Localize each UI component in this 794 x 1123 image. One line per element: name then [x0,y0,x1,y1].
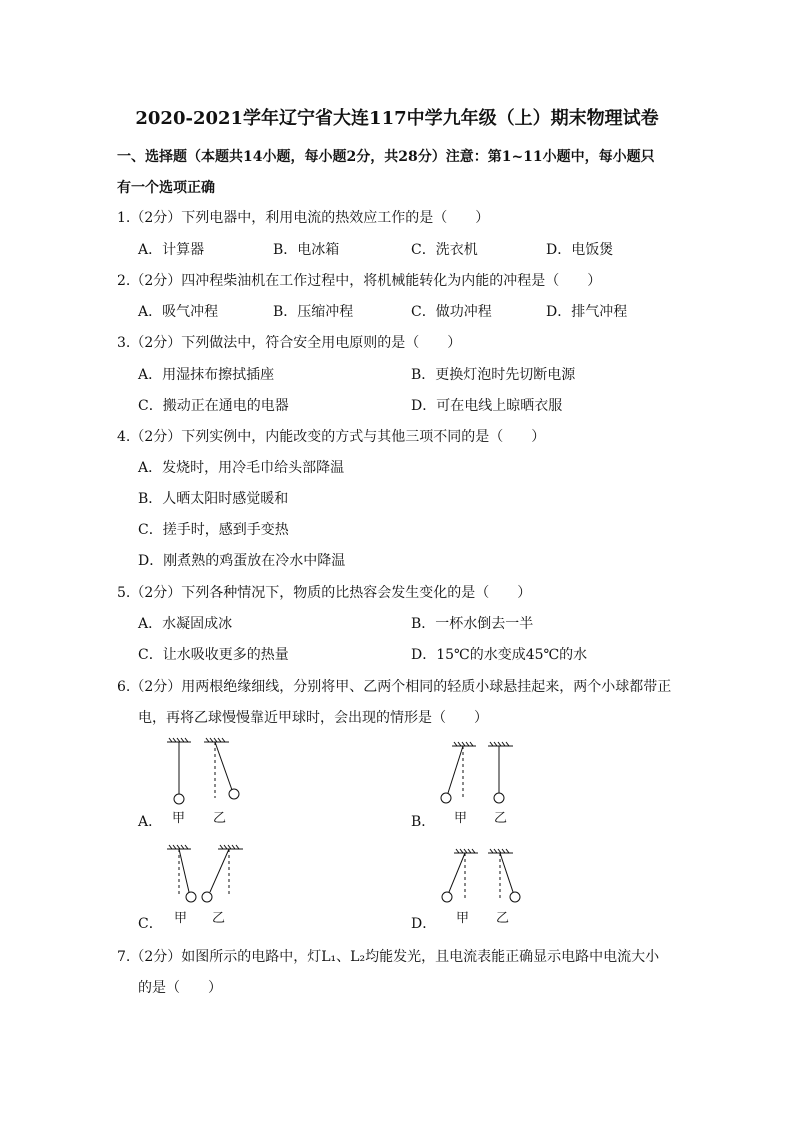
q2-option-c: C．做功冲程 [411,304,492,320]
q4-option-c: C．搓手时，感到手变热 [138,522,289,538]
question-2-stem: 2.（2分）四冲程柴油机在工作过程中，将机械能转化为内能的冲程是（ ） [117,273,602,289]
q5-option-d: D．15℃的水变成45℃的水 [411,647,588,663]
question-4-stem: 4.（2分）下列实例中，内能改变的方式与其他三项不同的是（ ） [117,429,546,445]
section-heading-line1: 一、选择题（本题共14小题，每小题2分，共28分）注意：第1~11小题中，每小题只 [117,149,655,165]
q1-option-d: D．电饭煲 [546,242,614,258]
diagram-b-label-yi: 乙 [494,811,508,826]
question-7-stem-line1: 7.（2分）如图所示的电路中，灯L₁、L₂均能发光，且电流表能正确显示电路中电流大小 [117,949,660,965]
q5-option-a: A．水凝固成冰 [138,616,233,632]
q6-option-c: C． [138,916,163,932]
question-5-stem: 5.（2分）下列各种情况下，物质的比热容会发生变化的是（ ） [117,585,532,601]
question-7-stem-line2: 的是（ ） [138,980,222,996]
diagram-a-label-jia: 甲 [172,811,186,826]
q4-option-a: A．发烧时，用冷毛巾给头部降温 [138,460,345,476]
q6-option-b: B． [411,814,436,830]
q6-option-a: A． [138,814,163,830]
q4-option-b: B．人晒太阳时感觉暖和 [138,491,289,507]
diagram-d-label-yi: 乙 [496,911,510,926]
diagram-a-label-yi: 乙 [213,811,227,826]
q5-option-c: C．让水吸收更多的热量 [138,647,289,663]
diagram-c-label-jia: 甲 [174,911,188,926]
question-1-stem: 1.（2分）下列电器中，利用电流的热效应工作的是（ ） [117,210,490,226]
q1-option-b: B．电冰箱 [273,242,340,258]
diagram-b [436,742,526,832]
q3-option-d: D．可在电线上晾晒衣服 [411,398,563,414]
q1-option-a: A．计算器 [138,242,205,258]
diagram-b-label-jia: 甲 [454,811,468,826]
diagram-c-label-yi: 乙 [212,911,226,926]
q2-option-b: B．压缩冲程 [273,304,354,320]
q5-option-b: B．一杯水倒去一半 [411,616,534,632]
q6-option-d: D． [411,916,437,932]
q3-option-b: B．更换灯泡时先切断电源 [411,367,576,383]
q2-option-a: A．吸气冲程 [138,304,219,320]
q3-option-c: C．搬动正在通电的电器 [138,398,289,414]
diagram-d [436,849,526,939]
diagram-d-label-jia: 甲 [456,911,470,926]
q2-option-d: D．排气冲程 [546,304,628,320]
question-6-stem-line2: 电，再将乙球慢慢靠近甲球时，会出现的情形是（ ） [138,710,488,726]
q1-option-c: C．洗衣机 [411,242,478,258]
question-3-stem: 3.（2分）下列做法中，符合安全用电原则的是（ ） [117,335,462,351]
q3-option-a: A．用湿抹布擦拭插座 [138,367,275,383]
section-heading-line2: 有一个选项正确 [117,180,215,196]
page-title: 2020-2021学年辽宁省大连117中学九年级（上）期末物理试卷 [135,108,659,129]
question-6-stem-line1: 6.（2分）用两根绝缘细线，分别将甲、乙两个相同的轻质小球悬挂起来，两个小球都带正 [117,679,672,695]
q4-option-d: D．刚煮熟的鸡蛋放在冷水中降温 [138,553,346,569]
